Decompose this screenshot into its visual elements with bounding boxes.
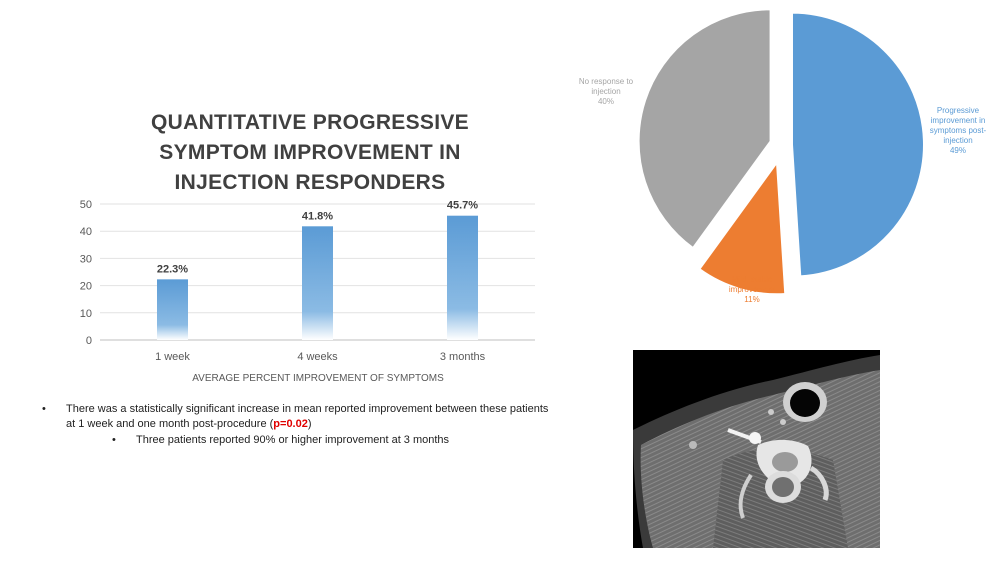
- bar-data-label: 45.7%: [446, 199, 479, 212]
- bar-y-tick-label: 50: [79, 199, 92, 211]
- bar-y-tick-label: 0: [85, 335, 92, 347]
- bar-x-tick-label: 1 week: [155, 351, 190, 363]
- bar-y-tick-label: 30: [79, 253, 92, 266]
- bullet-dot: •: [42, 403, 46, 415]
- bar-data-label: 41.8%: [301, 210, 334, 223]
- pie-slice-0: [792, 13, 924, 277]
- bullet-dot: •: [112, 434, 116, 446]
- bar-x-tick-label: 3 months: [439, 351, 486, 363]
- ct-scan-image: [633, 350, 880, 548]
- p-value: p=0.02: [273, 418, 308, 430]
- pie-slice-label: No response to injection 40%: [578, 77, 634, 106]
- findings-notes: [30, 402, 550, 448]
- bar-y-tick-label: 40: [79, 226, 92, 239]
- note-1-close: ): [307, 418, 312, 430]
- bar-1-week: [157, 279, 188, 340]
- bar-y-tick-label: 10: [79, 307, 92, 320]
- bar-3-months: [447, 216, 478, 340]
- note-bullet-2: [30, 433, 550, 448]
- bar-x-axis-label: AVERAGE PERCENT IMPROVEMENT OF SYMPTOMS: [192, 373, 444, 384]
- bar-data-label: 22.3%: [156, 263, 189, 276]
- pie-chart: [560, 0, 1000, 330]
- pie-slice-label: Progressive improvement in symptoms post-injection 49%: [929, 106, 987, 155]
- pie-slice-label: Mild, stable improvement 11%: [728, 275, 776, 304]
- bar-y-tick-label: 20: [79, 280, 92, 293]
- bar-x-tick-label: 4 weeks: [297, 351, 338, 363]
- note-1-text: There was a statistically significant increase in mean reported improvement between these patients at 1 week and one month post-procedure (: [66, 403, 549, 430]
- note-2-text: Three patients reported 90% or higher improvement at 3 months: [136, 434, 450, 446]
- bar-chart: [0, 0, 560, 400]
- bar-4-weeks: [302, 226, 333, 340]
- note-bullet-1: [30, 402, 550, 432]
- bar-chart-title: QUANTITATIVE PROGRESSIVE SYMPTOM IMPROVEMENT IN INJECTION RESPONDERS: [151, 111, 469, 194]
